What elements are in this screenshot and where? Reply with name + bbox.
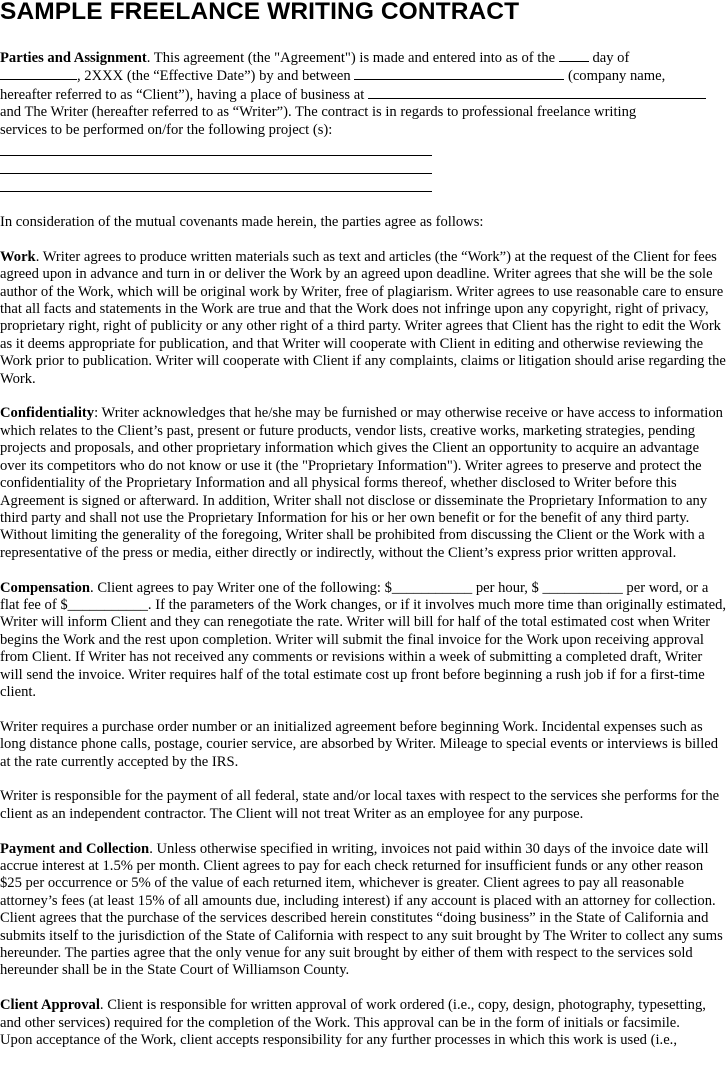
parties-text-7: services to be performed on/for the following project (s): bbox=[0, 121, 333, 138]
taxes-paragraph: Writer is responsible for the payment of all federal, state and/or local taxes with respect to the services she performs for the client as an independent contractor. The Client will not treat Writer as an employee for any purpose. bbox=[0, 788, 720, 822]
parties-text-6: and The Writer (hereafter referred to as “Writer”). The contract is in regards to professional freelance writing bbox=[0, 104, 637, 121]
consideration-paragraph: In consideration of the mutual covenants made herein, the parties agree as follows: bbox=[0, 214, 484, 231]
project-line[interactable] bbox=[0, 156, 432, 174]
purchase-order-paragraph: Writer requires a purchase order number or an initialized agreement before beginning Work. Incidental expenses such as long distance phone calls, postage, courier service, are absorbed by Writer. Mileage to special events or interviews is billed at the rate currently accepted by the IRS. bbox=[0, 718, 719, 770]
month-blank[interactable] bbox=[0, 67, 77, 80]
parties-text-3: , 2XXX (the “Effective Date”) by and between bbox=[77, 68, 351, 85]
compensation-text-2: a flat fee of $___________. If the parameters of the Work changes, or if it involves much more time than originally estimated, Writer will inform Client and they can renegotiate the rate. Writer will bill for half of the total estimated cost when Writer begins the Work and the rest upon completion. Writer will submit the final invoice for the Work upon receiving approval from Client. If Writer has not received any comments or revisions within a week of submitting a completed draft, Writer will send the invoice. Writer requires half of the total estimate cost up front before beginning a rush job if for a first-time client. bbox=[0, 579, 727, 700]
project-lines bbox=[0, 139, 728, 192]
compensation-heading: Compensation bbox=[0, 579, 91, 596]
payment-paragraph bbox=[0, 841, 728, 980]
compensation-text-1: . Client agrees to pay Writer one of the following: $___________ per hour, $ ___________ per word, or bbox=[90, 579, 699, 596]
confidentiality-paragraph bbox=[0, 405, 728, 562]
business-address-blank[interactable] bbox=[368, 86, 706, 99]
work-heading: Work bbox=[0, 248, 36, 265]
parties-text-2: day of bbox=[592, 50, 630, 66]
client-approval-paragraph bbox=[0, 997, 728, 1032]
payment-heading: Payment and Collection bbox=[0, 840, 150, 857]
parties-heading: Parties and Assignment bbox=[0, 50, 147, 66]
work-paragraph bbox=[0, 249, 728, 388]
parties-text-4: (company name, bbox=[567, 68, 666, 85]
parties-text-1: . This agreement (the "Agreement") is made and entered into as of the bbox=[146, 50, 556, 66]
project-line[interactable] bbox=[0, 139, 432, 156]
contract-title: SAMPLE FREELANCE WRITING CONTRACT bbox=[0, 0, 520, 25]
client-approval-continuation: Upon acceptance of the Work, client accepts responsibility for any further processes in which this work is used (i.e., bbox=[0, 1032, 677, 1049]
client-approval-body: . Client is responsible for written approval of work ordered (i.e., copy, design, photography, typesetting, and other services) required for the completion of the Work. This approval can be in the form of initials or facsimile. bbox=[0, 997, 706, 1031]
day-blank[interactable] bbox=[559, 49, 589, 62]
confidentiality-heading: Confidentiality bbox=[0, 405, 95, 422]
company-name-blank[interactable] bbox=[354, 67, 564, 80]
compensation-paragraph bbox=[0, 580, 728, 702]
work-body: . Writer agrees to produce written materials such as text and articles (the “Work”) at the request of the Client for fees agreed upon in advance and turn in or deliver the Work by an agreed upon deadline. Writer agrees that she will be the sole author of the Work, which will be original work by Writer, free of plagiarism. Writer agrees to use reasonable care to ensure that all facts and statements in the Work are true and that the Work does not infringe upon any copyright, right of privacy, proprietary right, right of publicity or any other right of a third party. Writer agrees that Client has the right to edit the Work as it deems appropriate for publication, and that Writer will cooperate with Client in editing and otherwise reviewing the Work prior to publication. Writer will cooperate with Client if any complaints, claims or litigation should arise regarding the Work. bbox=[0, 248, 726, 387]
confidentiality-body: : Writer acknowledges that he/she may be furnished or may otherwise receive or have access to information which relates to the Client’s past, present or future products, vendor lists, creative works, marketing strategies, pending projects and proposals, and other proprietary information which gives the Client an opportunity to acquire an advantage over its competitors who do not know or use it (the "Proprietary Information"). Writer agrees to preserve and protect the confidentiality of the Proprietary Information and all physical forms thereof, whether disclosed to Writer before this Agreement is signed or afterward. In addition, Writer shall not disclose or disseminate the Proprietary Information to any third party and shall not use the Proprietary Information for his or her own benefit or for the benefit of any third party. Without limiting the generality of the foregoing, Writer shall be prohibited from discussing the Client or the Work with a representative of the press or media, either directly or indirectly, without the Client’s express prior written approval. bbox=[0, 405, 723, 561]
project-line[interactable] bbox=[0, 174, 432, 192]
contract-body bbox=[0, 49, 728, 1049]
client-approval-heading: Client Approval bbox=[0, 997, 100, 1014]
parties-paragraph bbox=[0, 49, 728, 139]
parties-text-5: hereafter referred to as “Client”), having a place of business at bbox=[0, 86, 365, 103]
payment-body: . Unless otherwise specified in writing, invoices not paid within 30 days of the invoice date will accrue interest at 1.5% per month. Client agrees to pay for each check returned for insufficient funds or any other reason $25 per occurrence or 5% of the value of each returned item, whichever is greater. Client agrees to pay all reasonable attorney’s fees (at least 15% of all amounts due, including interest) if any account is placed with an attorney for collection. Client agrees that the purchase of the services described herein constitutes “doing business” in the State of California and submits itself to the jurisdiction of the State of California with respect to any suit brought by The Writer to collect any sums hereunder. The parties agree that the only venue for any suit brought by either of them with respect to the services sold hereunder shall be in the State Court of Williamson County. bbox=[0, 840, 723, 979]
